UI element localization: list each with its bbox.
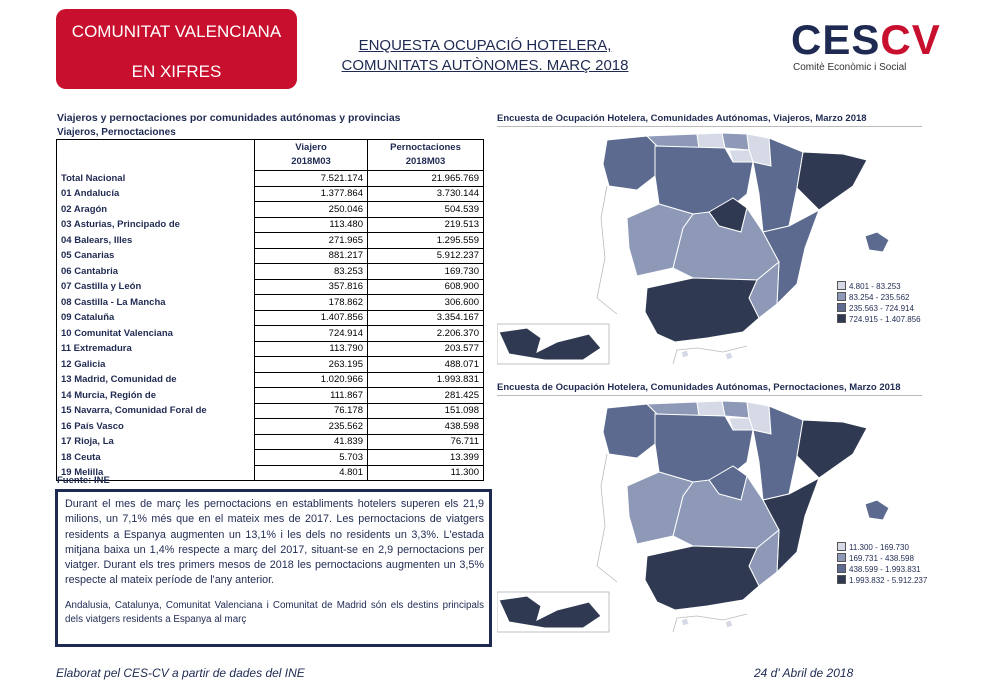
row-viajeros-value: 1.020.966 — [255, 372, 368, 388]
table-row — [57, 186, 484, 202]
map1-region-baleares — [865, 232, 889, 252]
row-pernoctaciones-value: 438.598 — [368, 419, 484, 435]
footer-credit: Elaborat pel CES-CV a partir de dades del INE — [56, 666, 305, 680]
row-region-name: 12 Galicia — [57, 357, 255, 373]
map1-region-pais-vasco — [722, 133, 749, 150]
map2-legend-swatch — [837, 553, 846, 562]
map1-divider — [497, 126, 922, 127]
map2-legend-item — [837, 553, 927, 564]
table-row — [57, 388, 484, 404]
map1-border-outline — [597, 186, 617, 314]
map2-region-andalucia — [645, 546, 759, 610]
table-row — [57, 326, 484, 342]
row-region-name: 19 Melilla — [57, 465, 255, 481]
table-row — [57, 233, 484, 249]
row-viajeros-value: 111.867 — [255, 388, 368, 404]
map2-region-la-rioja — [729, 418, 753, 430]
row-pernoctaciones-value: 21.965.769 — [368, 171, 484, 187]
row-region-name: 03 Asturias, Principado de — [57, 217, 255, 233]
map1-region-andalucia — [645, 278, 759, 342]
row-pernoctaciones-value: 13.399 — [368, 450, 484, 466]
table-row — [57, 357, 484, 373]
header-pernoctaciones-period: 2018M03 — [405, 156, 446, 167]
map1-region-canarias — [499, 328, 601, 360]
map2-region-baleares — [865, 500, 889, 520]
footer-date: 24 d' Abril de 2018 — [754, 666, 854, 680]
logo-subtitle: Comitè Econòmic i Social — [793, 62, 907, 73]
region-badge — [56, 9, 297, 89]
table-source: Fuente: INE — [57, 475, 110, 486]
row-pernoctaciones-value: 3.730.144 — [368, 186, 484, 202]
badge-line2: EN XIFRES — [131, 62, 222, 81]
row-pernoctaciones-value: 488.071 — [368, 357, 484, 373]
row-viajeros-value: 250.046 — [255, 202, 368, 218]
row-region-name: 16 País Vasco — [57, 419, 255, 435]
row-viajeros-value: 178.862 — [255, 295, 368, 311]
map2-legend-label: 169.731 - 438.598 — [849, 554, 914, 563]
map1-legend-item — [837, 314, 921, 325]
row-viajeros-value: 881.217 — [255, 248, 368, 264]
row-pernoctaciones-value: 151.098 — [368, 403, 484, 419]
map2-pernoctaciones-choropleth — [497, 396, 927, 636]
map2-region-canarias — [499, 596, 601, 628]
map2-region-pais-vasco — [722, 401, 749, 418]
map1-legend-label: 235.563 - 724.914 — [849, 304, 914, 313]
map2-legend-label: 11.300 - 169.730 — [849, 543, 909, 552]
map1-legend-item — [837, 292, 921, 303]
row-viajeros-value: 271.965 — [255, 233, 368, 249]
row-region-name: Total Nacional — [57, 171, 255, 187]
row-region-name: 06 Cantabria — [57, 264, 255, 280]
table-row — [57, 403, 484, 419]
row-pernoctaciones-value: 169.730 — [368, 264, 484, 280]
header-viajeros-period: 2018M03 — [291, 156, 331, 167]
map2-title: Encuesta de Ocupación Hotelera, Comunidades Autónomas, Pernoctaciones, Marzo 2018 — [497, 382, 901, 393]
row-viajeros-value: 83.253 — [255, 264, 368, 280]
map1-viajeros-choropleth — [497, 128, 927, 368]
table-title: Viajeros y pernoctaciones por comunidades autónomas y provincias — [57, 112, 401, 124]
map2-region-galicia — [603, 404, 657, 458]
table-row — [57, 202, 484, 218]
row-region-name: 04 Balears, Illes — [57, 233, 255, 249]
table-row — [57, 434, 484, 450]
map2-region-cantabria — [697, 401, 725, 416]
data-table — [56, 139, 484, 481]
table-row — [57, 419, 484, 435]
map2-legend-label: 1.993.832 - 5.912.237 — [849, 576, 928, 585]
row-region-name: 17 Rioja, La — [57, 434, 255, 450]
cescv-logo — [791, 16, 941, 78]
row-region-name: 10 Comunitat Valenciana — [57, 326, 255, 342]
row-pernoctaciones-value: 504.539 — [368, 202, 484, 218]
table-row — [57, 264, 484, 280]
row-region-name: 13 Madrid, Comunidad de — [57, 372, 255, 388]
logo-cv: CV — [880, 16, 941, 63]
table-row — [57, 295, 484, 311]
map2-region-cataluna — [797, 420, 867, 478]
map2-legend — [837, 542, 927, 586]
table-row — [57, 248, 484, 264]
table-row — [57, 450, 484, 466]
map2-legend-label: 438.599 - 1.993.831 — [849, 565, 921, 574]
row-pernoctaciones-value: 608.900 — [368, 279, 484, 295]
row-pernoctaciones-value: 2.206.370 — [368, 326, 484, 342]
row-pernoctaciones-value: 281.425 — [368, 388, 484, 404]
table-row — [57, 217, 484, 233]
row-region-name: 09 Cataluña — [57, 310, 255, 326]
title-line1: ENQUESTA OCUPACIÓ HOTELERA, — [358, 37, 612, 54]
badge-line1: COMUNITAT VALENCIANA — [71, 22, 282, 41]
header-blank-cell — [57, 140, 255, 171]
table-header-row — [57, 140, 484, 171]
row-viajeros-value: 7.521.174 — [255, 171, 368, 187]
row-region-name: 18 Ceuta — [57, 450, 255, 466]
map2-border-outline — [597, 454, 617, 582]
table-row — [57, 279, 484, 295]
map1-legend-swatch — [837, 303, 846, 312]
table-subtitle: Viajeros, Pernoctaciones — [57, 127, 176, 138]
row-region-name: 08 Castilla - La Mancha — [57, 295, 255, 311]
table-row — [57, 171, 484, 187]
row-region-name: 05 Canarias — [57, 248, 255, 264]
row-pernoctaciones-value: 76.711 — [368, 434, 484, 450]
row-region-name: 07 Castilla y León — [57, 279, 255, 295]
header-viajeros-label: Viajero — [295, 142, 327, 153]
title-line2: COMUNITATS AUTÒNOMES. MARÇ 2018 — [341, 57, 629, 74]
map1-legend-item — [837, 303, 921, 314]
table-row — [57, 341, 484, 357]
header-pernoctaciones-label: Pernoctaciones — [390, 142, 461, 153]
row-pernoctaciones-value: 1.993.831 — [368, 372, 484, 388]
row-region-name: 11 Extremadura — [57, 341, 255, 357]
map1-legend-label: 83.254 - 235.562 — [849, 293, 910, 302]
row-viajeros-value: 724.914 — [255, 326, 368, 342]
row-pernoctaciones-value: 3.354.167 — [368, 310, 484, 326]
summary-box — [55, 489, 492, 647]
map2-legend-item — [837, 564, 927, 575]
row-region-name: 02 Aragón — [57, 202, 255, 218]
table-row — [57, 310, 484, 326]
row-viajeros-value: 235.562 — [255, 419, 368, 435]
map1-region-cataluna — [797, 152, 867, 210]
row-viajeros-value: 4.801 — [255, 465, 368, 481]
header-viajeros — [255, 140, 368, 171]
map2-legend-swatch — [837, 564, 846, 573]
row-pernoctaciones-value: 1.295.559 — [368, 233, 484, 249]
map2-legend-item — [837, 542, 927, 553]
map1-title: Encuesta de Ocupación Hotelera, Comunidades Autónomas, Viajeros, Marzo 2018 — [497, 113, 867, 124]
map2-legend-swatch — [837, 542, 846, 551]
map1-legend-swatch — [837, 314, 846, 323]
row-viajeros-value: 263.195 — [255, 357, 368, 373]
row-viajeros-value: 113.790 — [255, 341, 368, 357]
summary-paragraph-1: Durant el mes de març les pernoctacions en establiments hotelers superen els 21,9 milions, un 7,1% més que en el mateix mes de 2017. Les pernoctacions de viatgers residents a Espanya augmenten un 13,1% i les dels no residents un 3,3%. L'estada mitjana baixa un 1,4% respecte a març del 2017, situant-se en 2,9 pernoctacions per viatger. Durant els tres primers mesos de 2018 les pernoctacions augmenten un 3,5% respecte al mateix període de l'any anterior. — [65, 498, 484, 587]
document-title — [330, 36, 640, 76]
logo-ces: CES — [791, 16, 881, 63]
map2-legend-item — [837, 575, 927, 586]
row-pernoctaciones-value: 203.577 — [368, 341, 484, 357]
map1-legend-label: 4.801 - 83.253 — [849, 282, 901, 291]
map1-region-cantabria — [697, 133, 725, 148]
header-pernoctaciones — [368, 140, 484, 171]
table-row — [57, 465, 484, 481]
row-pernoctaciones-value: 11.300 — [368, 465, 484, 481]
row-pernoctaciones-value: 219.513 — [368, 217, 484, 233]
row-viajeros-value: 113.480 — [255, 217, 368, 233]
row-viajeros-value: 5.703 — [255, 450, 368, 466]
map1-legend — [837, 281, 921, 325]
map1-region-galicia — [603, 136, 657, 190]
map2-legend-swatch — [837, 575, 846, 584]
map1-legend-label: 724.915 - 1.407.856 — [849, 315, 921, 324]
map2-region-ceuta — [681, 618, 689, 626]
map1-legend-swatch — [837, 292, 846, 301]
map1-legend-item — [837, 281, 921, 292]
row-viajeros-value: 1.377.864 — [255, 186, 368, 202]
row-pernoctaciones-value: 5.912.237 — [368, 248, 484, 264]
row-viajeros-value: 76.178 — [255, 403, 368, 419]
row-region-name: 01 Andalucía — [57, 186, 255, 202]
row-viajeros-value: 1.407.856 — [255, 310, 368, 326]
row-region-name: 15 Navarra, Comunidad Foral de — [57, 403, 255, 419]
row-pernoctaciones-value: 306.600 — [368, 295, 484, 311]
map1-region-melilla — [725, 352, 733, 360]
table-row — [57, 372, 484, 388]
row-region-name: 14 Murcia, Región de — [57, 388, 255, 404]
summary-paragraph-2: Andalusia, Catalunya, Comunitat Valenciana i Comunitat de Madrid són els destins principals dels viatgers residents a Espanya al març — [65, 599, 484, 626]
map1-region-la-rioja — [729, 150, 753, 162]
row-viajeros-value: 357.816 — [255, 279, 368, 295]
map1-legend-swatch — [837, 281, 846, 290]
map2-region-melilla — [725, 620, 733, 628]
row-viajeros-value: 41.839 — [255, 434, 368, 450]
map1-region-ceuta — [681, 350, 689, 358]
